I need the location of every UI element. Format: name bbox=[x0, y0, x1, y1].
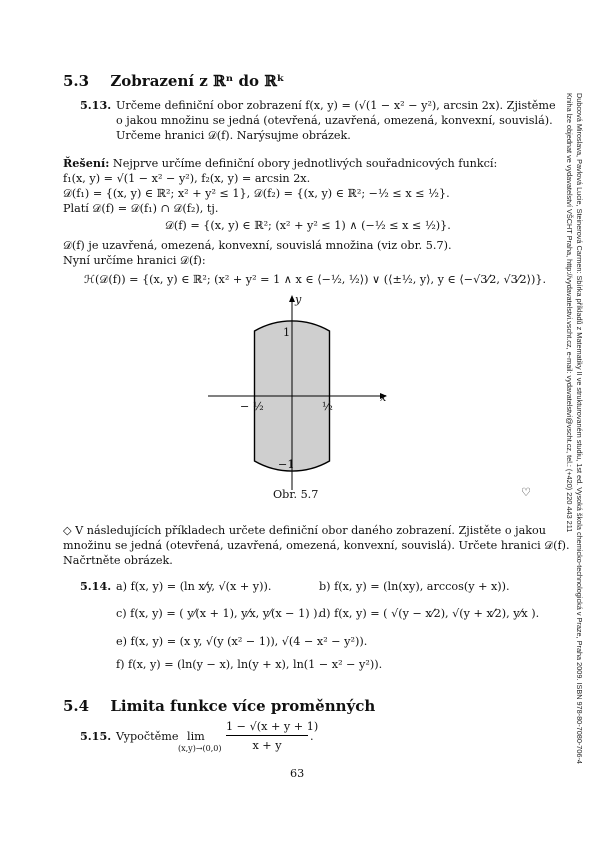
tick-label-minus-half: − ½ bbox=[240, 400, 264, 413]
fraction-denominator: x + y bbox=[252, 739, 282, 752]
solution-line-5: 𝒟(f) = {(x, y) ∈ ℝ²; (x² + y² ≤ 1) ∧ (−½ ≤ x ≤ ½)}. bbox=[165, 219, 451, 232]
tick-label-minus-1: −1 bbox=[278, 458, 295, 471]
section-title: Zobrazení z ℝⁿ do ℝᵏ bbox=[110, 72, 285, 90]
example-5-13-line-2: o jakou množinu se jedná (otevřená, uzavřená, omezená, konvexní, souvislá). bbox=[116, 114, 553, 127]
example-number-5-14: 5.14. bbox=[80, 579, 112, 593]
figure-5-7 bbox=[200, 290, 400, 505]
solution-line-1 bbox=[63, 156, 497, 171]
section-number: 5.3 bbox=[63, 72, 90, 90]
fraction-numerator: 1 − √(x + y + 1) bbox=[226, 720, 319, 733]
domain-plot bbox=[200, 290, 400, 505]
solution-line-2: f₁(x, y) = √(1 − x² − y²), f₂(x, y) = arcsin 2x. bbox=[63, 172, 311, 185]
solution-label: Řešení: bbox=[63, 156, 110, 170]
solution-line-8: ℋ(𝒟(f)) = {(x, y) ∈ ℝ²; (x² + y² = 1 ∧ x ∈ ⟨−½, ½⟩) ∨ (⟨±½, y⟩, y ∈ ⟨−√3⁄2, √3⁄2⟩)}. bbox=[84, 273, 547, 286]
y-axis-label: y bbox=[295, 293, 302, 306]
task-line-1: ◇ V následujících příkladech určete definiční obor daného zobrazení. Zjistěte o jakou bbox=[63, 524, 546, 537]
sentence-period: . bbox=[310, 730, 314, 743]
x-axis-label: x bbox=[380, 391, 387, 404]
section-number: 5.4 bbox=[63, 697, 90, 715]
exercise-5-14-a: a) f(x, y) = (ln x⁄y, √(x + y)). bbox=[116, 580, 272, 593]
section-heading-5-3 bbox=[63, 72, 285, 90]
tick-label-half: ½ bbox=[322, 400, 333, 413]
example-5-15-text: Vypočtěme bbox=[116, 730, 179, 743]
sidebar-line-1: Dubcová Miroslava, Pavlová Lucie, Steinerová Carmen: Sbírka příkladů z Matematiky II ve strukturovaném studiu, 1st ed. Vysoká škola chemicko-technologická v Praze, Praha 2009. ISBN 978-80-7080-706-4 bbox=[575, 93, 584, 764]
example-5-13-line-3: Určeme hranici 𝒟(f). Narýsujme obrázek. bbox=[116, 129, 351, 142]
limit-subscript: (x,y)→(0,0) bbox=[178, 744, 222, 753]
solution-line-4: Platí 𝒟(f) = 𝒟(f₁) ∩ 𝒟(f₂), tj. bbox=[63, 202, 219, 215]
sidebar-citation-text bbox=[560, 93, 584, 763]
tick-label-1: 1 bbox=[283, 326, 291, 339]
solution-line-7: Nyní určíme hranici 𝒟(f): bbox=[63, 254, 206, 267]
sidebar-citation bbox=[560, 93, 584, 763]
section-heading-5-4 bbox=[63, 697, 375, 715]
task-line-2: množinu se jedná (otevřená, uzavřená, omezená, konvexní, souvislá). Určete hranici 𝒟(f). bbox=[63, 539, 570, 552]
exercise-5-14-c: c) f(x, y) = ( y⁄(x + 1), y⁄x, y⁄(x − 1) ). bbox=[116, 607, 322, 620]
solution-line-3: 𝒟(f₁) = {(x, y) ∈ ℝ²; x² + y² ≤ 1}, 𝒟(f₂) = {(x, y) ∈ ℝ²; −½ ≤ x ≤ ½}. bbox=[63, 187, 450, 200]
solution-intro: Nejprve určíme definiční obory jednotlivých souřadnicových funkcí: bbox=[112, 157, 498, 170]
exercise-5-14-b: b) f(x, y) = (ln(xy), arccos(y + x)). bbox=[319, 580, 510, 593]
limit-operator: lim bbox=[187, 730, 205, 743]
end-of-example-mark: ♡ bbox=[521, 486, 532, 499]
example-5-13-line-1: Určeme definiční obor zobrazení f(x, y) = (√(1 − x² − y²), arcsin 2x). Zjistěme bbox=[116, 99, 556, 112]
page-number: 63 bbox=[290, 767, 305, 780]
sidebar-line-2: Kniha lze objednat ve vydavatelství VŠCHT Praha, http://vydavatelstvi.vscht.cz, e-mail: vydavatelstvi@vscht.cz, tel.: (+420) 220 443 211 bbox=[565, 93, 574, 533]
section-title: Limita funkce více proměnných bbox=[110, 697, 376, 715]
task-line-3: Načrtněte obrázek. bbox=[63, 554, 173, 567]
example-number-5-15: 5.15. bbox=[80, 729, 112, 743]
solution-line-6: 𝒟(f) je uzavřená, omezená, konvexní, souvislá množina (viz obr. 5.7). bbox=[63, 239, 452, 252]
exercise-5-14-f: f) f(x, y) = (ln(y − x), ln(y + x), ln(1 − x² − y²)). bbox=[116, 658, 383, 671]
figure-caption: Obr. 5.7 bbox=[273, 488, 319, 501]
example-number-5-13: 5.13. bbox=[80, 98, 112, 112]
exercise-5-14-d: d) f(x, y) = ( √(y − x⁄2), √(y + x⁄2), y⁄x ). bbox=[319, 607, 540, 620]
fraction-bar bbox=[226, 735, 308, 736]
exercise-5-14-e: e) f(x, y) = (x y, √(y (x² − 1)), √(4 − x² − y²)). bbox=[116, 635, 368, 648]
